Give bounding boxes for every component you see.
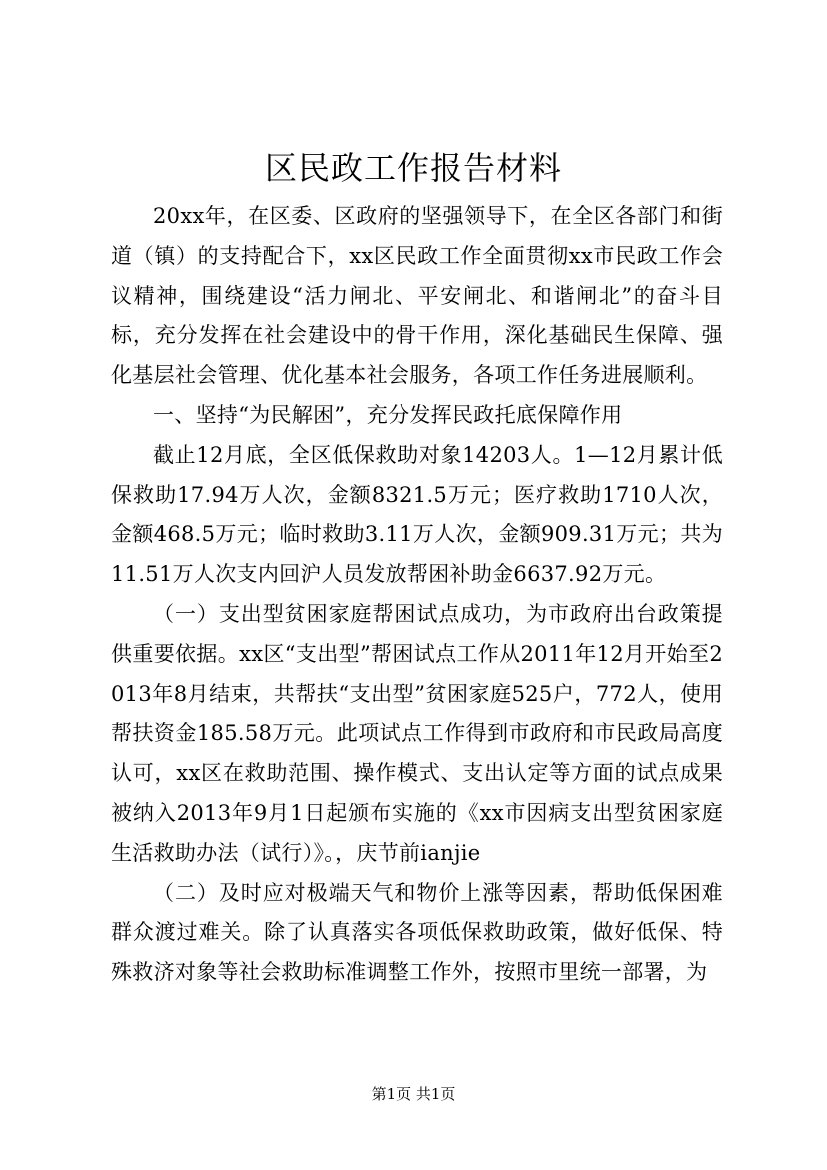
document-title: 区民政工作报告材料 xyxy=(264,149,562,187)
page-footer: 第1页 共1页 xyxy=(371,1085,456,1103)
paragraph-intro: 20xx年，在区委、区政府的坚强领导下，在全区各部门和街道（镇）的支持配合下，xx区民政工作全面贯彻xx市民政工作会议精神，围绕建设“活力闸北、平安闸北、和谐闸北”的奋斗目标，充分发挥在社会建设中的骨干作用，深化基础民生保障、强化基层社会管理、优化基本社会服务，各项工作任务进展顺利。 xyxy=(111,204,723,388)
paragraph-subsection-one: （一）支出型贫困家庭帮困试点成功，为市政府出台政策提供重要依据。xx区“支出型”帮困试点工作从2011年12月开始至2013年8月结束，共帮扶“支出型”贫困家庭525户，772人，使用帮扶资金185.58万元。此项试点工作得到市政府和市民政局高度认可，xx区在救助范围、操作模式、支出认定等方面的试点成果被纳入2013年9月1日起颁布实施的《xx市因病支出型贫困家庭生活救助办法（试行）》。，庆节前ianjie xyxy=(111,601,723,865)
document-body xyxy=(111,197,723,993)
section-heading: 一、坚持“为民解困”，充分发挥民政托底保障作用 xyxy=(153,402,623,427)
paragraph-subsection-two: （二）及时应对极端天气和物价上涨等因素，帮助低保困难群众渡过难关。除了认真落实各项低保救助政策，做好低保、特殊救济对象等社会救助标准调整工作外，按照市里统一部署，为 xyxy=(111,880,723,985)
paragraph-statistics: 截止12月底，全区低保救助对象14203人。1—12月累计低保救助17.94万人次，金额8321.5万元；医疗救助1710人次，金额468.5万元；临时救助3.11万人次，金额909.31万元；共为11.51万人次支内回沪人员发放帮困补助金6637.92万元。 xyxy=(111,442,723,587)
